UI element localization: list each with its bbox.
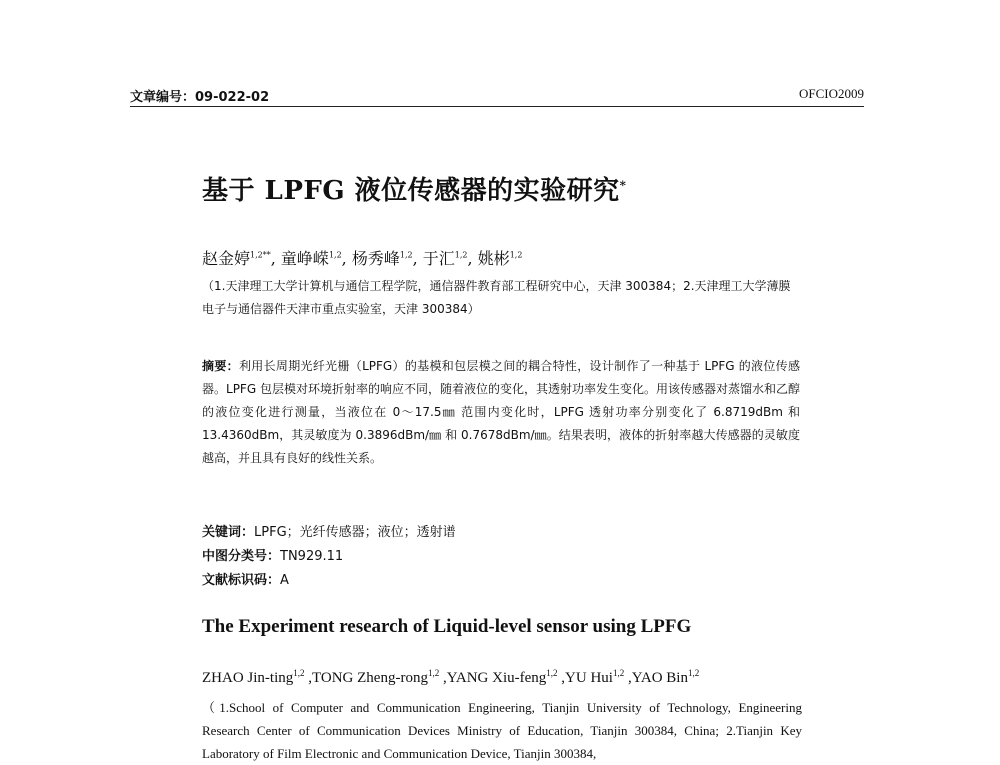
author-cn-affil: 1,2 xyxy=(399,250,413,260)
article-number: 文章编号：09-022-02 xyxy=(130,90,270,105)
author-en: YAO Bin xyxy=(631,670,688,686)
title-chinese-text: 基于 LPFG 液位传感器的实验研究 xyxy=(202,176,620,206)
keywords-value: LPFG；光纤传感器；液位；透射谱 xyxy=(254,525,456,540)
author-cn: 童峥嵘 xyxy=(280,249,329,268)
keywords-label: 关键词： xyxy=(202,525,255,540)
abstract-label: 摘要： xyxy=(202,359,239,373)
keywords xyxy=(202,521,456,540)
affiliation-chinese: （1.天津理工大学计算机与通信工程学院，通信器件教育部工程研究中心，天津 300384；2.天津理工大学薄膜电子与通信器件天津市重点实验室，天津 300384） xyxy=(202,279,791,316)
author-cn-affil: 1,2 xyxy=(454,250,468,260)
title-chinese xyxy=(202,170,626,207)
authors-english: ZHAO Jin-ting$^{1,2}$ ,TONG Zheng-rong$^{1,2}$ ,YANG Xiu-feng$^{1,2}$ ,YU Hui$^{1,2}$ ,YAO Bin$^{1,2}$ xyxy=(202,668,700,686)
classification-label: 中图分类号： xyxy=(202,549,281,564)
classification-value: TN929.11 xyxy=(280,549,344,564)
author-cn: 赵金婷 xyxy=(202,249,251,268)
author-en-affil: 1,2 xyxy=(546,668,558,678)
authors-chinese: 赵金婷$^{1,2**}$, 童峥嵘$^{1,2}$, 杨秀峰$^{1,2}$, 于汇$^{1,2}$, 姚彬$^{1,2}$ xyxy=(202,249,523,268)
author-en: YU Hui xyxy=(565,670,613,686)
abstract-text: 利用长周期光纤光栅（LPFG）的基模和包层模之间的耦合特性，设计制作了一种基于 LPFG 的液位传感器。LPFG 包层模对环境折射率的响应不同，随着液位的变化，其透射功率发生变化。用该传感器对蒸馏水和乙醇的液位变化进行测量，当液位在 0～17.5㎜ 范围内变化时，LPFG 透射功率分别变化了 6.8719dBm 和 13.4360dBm，其灵敏度为 0.3896dBm/㎜ 和 0.7678dBm/㎜。结果表明，液体的折射率越大传感器的灵敏度越高，并且具有良好的线性关系。 xyxy=(202,359,800,465)
author-en-affil: 1,2 xyxy=(687,668,700,678)
author-en-affil: 1,2 xyxy=(427,668,440,678)
author-cn-affil: 1,2 xyxy=(509,250,523,260)
classification-number xyxy=(202,545,343,564)
document-code-label: 文献标识码： xyxy=(202,573,281,588)
affiliation-english: （1.School of Computer and Communication Engineering, Tianjin University of Technology, Engineering Research Center of Communication Devices Ministry of Education, Tianjin 300384, China; 2.Tianjin Key Laboratory of Film Electronic and Communication Device, Tianjin 300384, xyxy=(202,700,802,761)
header-divider xyxy=(130,106,864,107)
author-cn-affil: 1,2** xyxy=(250,250,271,260)
author-en: TONG Zheng-rong xyxy=(312,670,428,686)
author-cn: 杨秀峰 xyxy=(351,249,400,268)
author-cn: 于汇 xyxy=(422,249,455,268)
author-en: YANG Xiu-feng xyxy=(446,670,547,686)
document-code xyxy=(202,569,289,588)
author-cn: 姚彬 xyxy=(477,249,510,268)
author-cn-affil: 1,2 xyxy=(328,250,342,260)
conference-label: OFCIO2009 xyxy=(798,86,864,101)
title-english: The Experiment research of Liquid-level sensor using LPFG xyxy=(202,616,692,637)
author-en: ZHAO Jin-ting xyxy=(202,670,294,686)
document-code-value: A xyxy=(280,573,289,588)
author-en-affil: 1,2 xyxy=(612,668,625,678)
author-en-affil: 1,2 xyxy=(293,668,305,678)
abstract-chinese xyxy=(202,355,800,470)
title-footnote-mark: * xyxy=(619,178,627,193)
